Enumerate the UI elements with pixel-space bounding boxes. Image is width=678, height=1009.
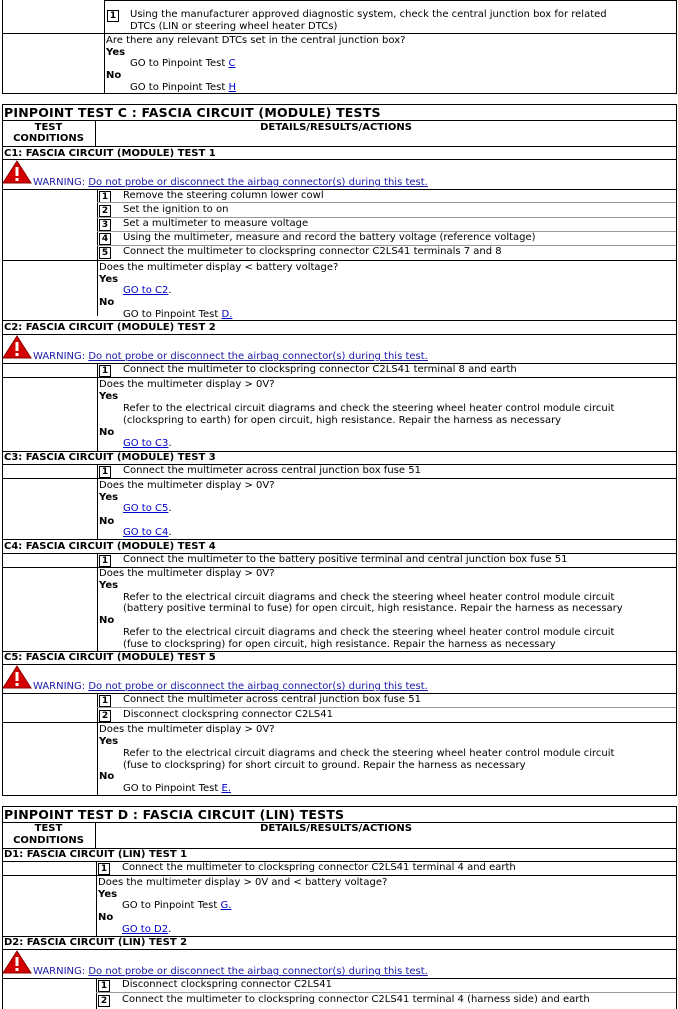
step-text: Using the manufacturer approved diagnostic system, check the central junction box for related bbox=[130, 9, 607, 20]
no-action: Refer to the electrical circuit diagrams and check the steering wheel heater control module circuit bbox=[123, 627, 615, 638]
step-text: Connect the multimeter across central junction box fuse 51 bbox=[123, 465, 421, 476]
step-number: 1 bbox=[99, 466, 111, 478]
yes-label: Yes bbox=[99, 492, 119, 503]
no-label: No bbox=[98, 912, 114, 923]
step-text: Connect the multimeter across central junction box fuse 51 bbox=[123, 694, 421, 705]
question: Does the multimeter display > 0V? bbox=[99, 724, 275, 735]
step-number: 2 bbox=[99, 710, 111, 722]
no-label: No bbox=[99, 615, 115, 626]
yes-action: (fuse to clockspring) for short circuit to ground. Repair the harness as necessary bbox=[123, 760, 526, 771]
yes-action: Refer to the electrical circuit diagrams and check the steering wheel heater control module circuit bbox=[123, 403, 615, 414]
step-number: 4 bbox=[99, 233, 111, 245]
no-action: GO to D2. bbox=[122, 924, 172, 935]
link-test-h[interactable]: H bbox=[228, 82, 237, 93]
step-number: 1 bbox=[99, 555, 111, 567]
yes-action: Refer to the electrical circuit diagrams and check the steering wheel heater control module circuit bbox=[123, 592, 615, 603]
step-number: 1 bbox=[99, 191, 111, 203]
column-header-test: TEST bbox=[34, 823, 63, 834]
step-heading-d1: D1: FASCIA CIRCUIT (LIN) TEST 1 bbox=[4, 849, 188, 860]
no-label: No bbox=[106, 70, 122, 81]
yes-label: Yes bbox=[99, 580, 119, 591]
link-go-to-d2[interactable]: GO to D2 bbox=[122, 924, 169, 935]
question: Does the multimeter display > 0V? bbox=[99, 480, 275, 491]
step-number: 1 bbox=[107, 10, 119, 22]
yes-label: Yes bbox=[98, 889, 118, 900]
no-action: GO to C4. bbox=[123, 527, 172, 538]
step-text: Set the ignition to on bbox=[123, 204, 229, 215]
step-number: 5 bbox=[99, 247, 111, 259]
step-number: 1 bbox=[98, 863, 110, 875]
step-number: 1 bbox=[99, 695, 111, 707]
yes-label: Yes bbox=[106, 47, 126, 58]
no-label: No bbox=[99, 771, 115, 782]
section-title: PINPOINT TEST C : FASCIA CIRCUIT (MODULE) TESTS bbox=[4, 105, 381, 120]
step-heading-c3: C3: FASCIA CIRCUIT (MODULE) TEST 3 bbox=[4, 452, 216, 463]
link-go-to-c5[interactable]: GO to C5 bbox=[123, 503, 169, 514]
warning-text: WARNING: Do not probe or disconnect the airbag connector(s) during this test. bbox=[33, 966, 428, 977]
step-number: 2 bbox=[99, 205, 111, 217]
warning-text: WARNING: Do not probe or disconnect the airbag connector(s) during this test. bbox=[33, 177, 428, 188]
warning-icon bbox=[2, 950, 32, 974]
step-heading-c4: C4: FASCIA CIRCUIT (MODULE) TEST 4 bbox=[4, 541, 216, 552]
warning-icon bbox=[2, 335, 32, 359]
link-go-to-c3[interactable]: GO to C3 bbox=[123, 438, 169, 449]
no-action: GO to Pinpoint Test E. bbox=[123, 783, 231, 794]
yes-action: GO to C5. bbox=[123, 503, 172, 514]
question: Does the multimeter display > 0V? bbox=[99, 379, 275, 390]
step-text: Disconnect clockspring connector C2LS41 bbox=[123, 709, 333, 720]
step-text: Set a multimeter to measure voltage bbox=[123, 218, 309, 229]
step-heading-c2: C2: FASCIA CIRCUIT (MODULE) TEST 2 bbox=[4, 322, 216, 333]
column-header-details: DETAILS/RESULTS/ACTIONS bbox=[260, 122, 412, 133]
warning-text: WARNING: Do not probe or disconnect the airbag connector(s) during this test. bbox=[33, 681, 428, 692]
step-number: 1 bbox=[98, 980, 110, 992]
warning-icon bbox=[2, 160, 32, 184]
no-label: No bbox=[99, 427, 115, 438]
step-heading-c5: C5: FASCIA CIRCUIT (MODULE) TEST 5 bbox=[4, 652, 216, 663]
yes-action: Refer to the electrical circuit diagrams and check the steering wheel heater control module circuit bbox=[123, 748, 615, 759]
step-heading-d2: D2: FASCIA CIRCUIT (LIN) TEST 2 bbox=[4, 937, 188, 948]
step-number: 3 bbox=[99, 219, 111, 231]
step-text: Using the multimeter, measure and record the battery voltage (reference voltage) bbox=[123, 232, 536, 243]
step-text: Connect the multimeter to the battery positive terminal and central junction box fuse 51 bbox=[123, 554, 568, 565]
yes-action: GO to Pinpoint Test G. bbox=[122, 900, 232, 911]
link-test-d[interactable]: D. bbox=[221, 309, 233, 320]
warning-icon bbox=[2, 665, 32, 689]
column-header-details: DETAILS/RESULTS/ACTIONS bbox=[260, 823, 412, 834]
no-action: GO to Pinpoint Test D. bbox=[123, 309, 233, 320]
warning-text: WARNING: Do not probe or disconnect the airbag connector(s) during this test. bbox=[33, 351, 428, 362]
step-text: Connect the multimeter to clockspring connector C2LS41 terminals 7 and 8 bbox=[123, 246, 502, 257]
yes-action: (clockspring to earth) for open circuit, high resistance. Repair the harness as necessary bbox=[123, 415, 562, 426]
column-header-conditions: CONDITIONS bbox=[13, 835, 84, 846]
step-heading-c1: C1: FASCIA CIRCUIT (MODULE) TEST 1 bbox=[4, 148, 216, 159]
step-number: 1 bbox=[99, 365, 111, 377]
step-text: DTCs (LIN or steering wheel heater DTCs) bbox=[130, 21, 338, 32]
yes-label: Yes bbox=[99, 391, 119, 402]
yes-action: GO to C2. bbox=[123, 285, 172, 296]
link-test-g[interactable]: G. bbox=[220, 900, 232, 911]
yes-action: (battery positive terminal to fuse) for open circuit, high resistance. Repair the harness as necessary bbox=[123, 603, 623, 614]
column-header-conditions: CONDITIONS bbox=[13, 133, 84, 144]
no-action: GO to Pinpoint Test H bbox=[130, 82, 237, 93]
step-text: Connect the multimeter to clockspring connector C2LS41 terminal 8 and earth bbox=[123, 364, 517, 375]
question: Does the multimeter display > 0V? bbox=[99, 568, 275, 579]
yes-label: Yes bbox=[99, 736, 119, 747]
step-text: Disconnect clockspring connector C2LS41 bbox=[122, 979, 332, 990]
column-header-test: TEST bbox=[34, 122, 63, 133]
no-label: No bbox=[99, 516, 115, 527]
yes-action: GO to Pinpoint Test C bbox=[130, 58, 236, 69]
step-text: Remove the steering column lower cowl bbox=[123, 190, 324, 201]
link-go-to-c2[interactable]: GO to C2 bbox=[123, 285, 169, 296]
step-text: Connect the multimeter to clockspring connector C2LS41 terminal 4 and earth bbox=[122, 862, 516, 873]
link-go-to-c4[interactable]: GO to C4 bbox=[123, 527, 169, 538]
no-action: GO to C3. bbox=[123, 438, 172, 449]
no-action: (fuse to clockspring) for open circuit, high resistance. Repair the harness as necessary bbox=[123, 639, 556, 650]
step-number: 2 bbox=[98, 995, 110, 1007]
question: Does the multimeter display > 0V and < battery voltage? bbox=[98, 877, 388, 888]
link-test-e[interactable]: E. bbox=[221, 783, 231, 794]
yes-label: Yes bbox=[99, 274, 119, 285]
question: Does the multimeter display < battery voltage? bbox=[99, 262, 339, 273]
question: Are there any relevant DTCs set in the central junction box? bbox=[106, 35, 406, 46]
no-label: No bbox=[99, 297, 115, 308]
section-title: PINPOINT TEST D : FASCIA CIRCUIT (LIN) TESTS bbox=[4, 807, 345, 822]
step-text: Connect the multimeter to clockspring connector C2LS41 terminal 4 (harness side) and earth bbox=[122, 994, 590, 1005]
link-test-c[interactable]: C bbox=[228, 58, 236, 69]
